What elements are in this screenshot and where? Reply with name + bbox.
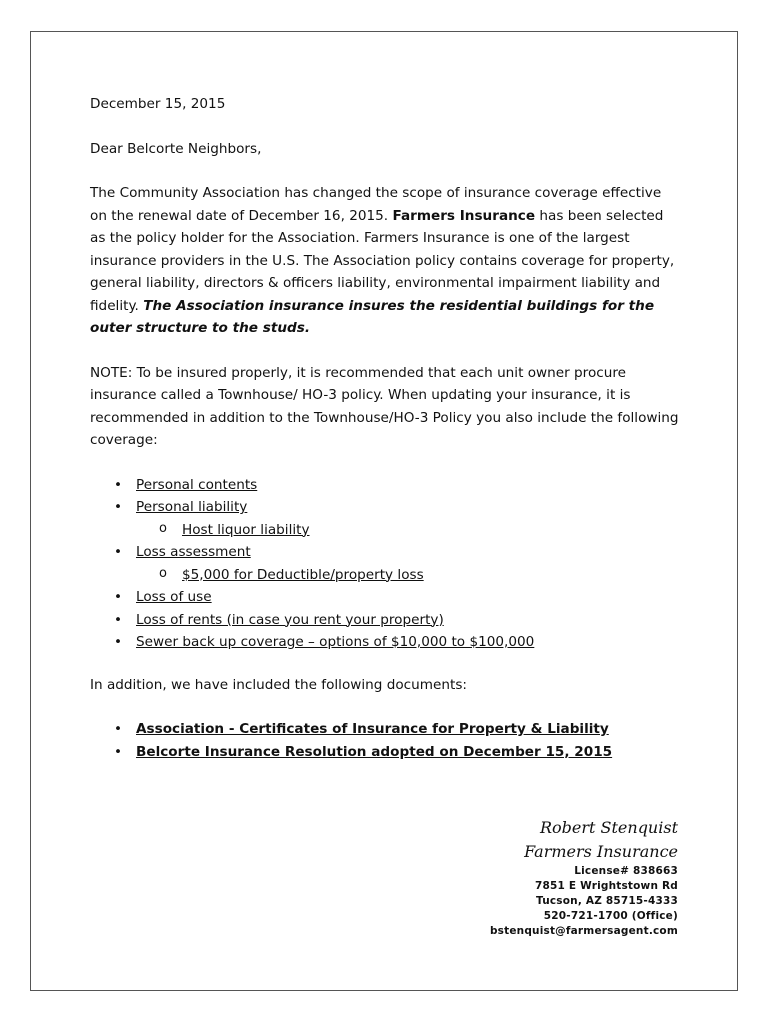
signature-block (490, 816, 678, 939)
license-number: License# 838663 (574, 865, 678, 877)
coverage-link[interactable]: Host liquor liability (182, 521, 310, 538)
addition-paragraph: In addition, we have included the following documents: (90, 676, 467, 693)
list-item (90, 474, 680, 497)
insurer-name: Farmers Insurance (392, 207, 536, 224)
email-address[interactable]: bstenquist@farmersagent.com (489, 925, 678, 937)
coverage-link[interactable]: Loss assessment (136, 544, 251, 560)
list-item (90, 631, 680, 654)
coverage-link[interactable]: Personal contents (136, 476, 258, 493)
document-link[interactable]: Association - Certificates of Insurance for Property & Liability (136, 721, 609, 737)
list-item (90, 586, 680, 609)
intro-text-a: The Community Association has changed the scope of insurance coverage effective on the renewal date of December 16, 2015. (90, 185, 662, 224)
coverage-link[interactable]: Loss of use (136, 589, 212, 605)
list-item (90, 496, 680, 541)
coverage-link[interactable]: $5,000 for Deductible/property loss (182, 566, 424, 583)
intro-text-b: has been selected as the policy holder for the Association. Farmers Insurance is one of the largest insurance providers in the U.S. The Association policy contains coverage for property, general liability, directors & officers liability, environmental impairment liability and fidelity. (90, 207, 675, 314)
signer-name: Robert Stenquist (539, 818, 678, 837)
letter-body (90, 93, 680, 763)
street-address: 7851 E Wrightstown Rd (534, 880, 678, 892)
sub-list-item (90, 564, 680, 587)
intro-paragraph (90, 182, 680, 340)
list-item (90, 541, 680, 586)
documents-list (90, 718, 680, 763)
coverage-link[interactable]: Sewer back up coverage – options of $10,000 to $100,000 (136, 634, 535, 650)
list-item (90, 718, 680, 741)
list-item (90, 609, 680, 632)
coverage-link[interactable]: Loss of rents (in case you rent your property) (136, 611, 444, 628)
coverage-emphasis: The Association insurance insures the residential buildings for the outer structure to the studs. (90, 297, 655, 336)
letter-date: December 15, 2015 (90, 96, 226, 112)
city-state-zip: Tucson, AZ 85715-4333 (536, 895, 678, 907)
note-paragraph: NOTE: To be insured properly, it is recommended that each unit owner procure insurance called a Townhouse/ HO-3 policy. When updating your insurance, it is recommended in addition to the Townhouse/HO-3 Policy you also include the following coverage: (90, 364, 679, 448)
coverage-list (90, 474, 680, 654)
signer-company: Farmers Insurance (524, 842, 678, 861)
salutation: Dear Belcorte Neighbors, (90, 140, 262, 157)
sub-list (90, 564, 680, 587)
document-link[interactable]: Belcorte Insurance Resolution adopted on December 15, 2015 (136, 743, 613, 760)
coverage-link[interactable]: Personal liability (136, 499, 248, 515)
list-item (90, 741, 680, 764)
phone-number: 520-721-1700 (Office) (543, 910, 678, 922)
sub-list-item (90, 519, 680, 542)
sub-list (90, 519, 680, 542)
letter-page (30, 31, 738, 991)
